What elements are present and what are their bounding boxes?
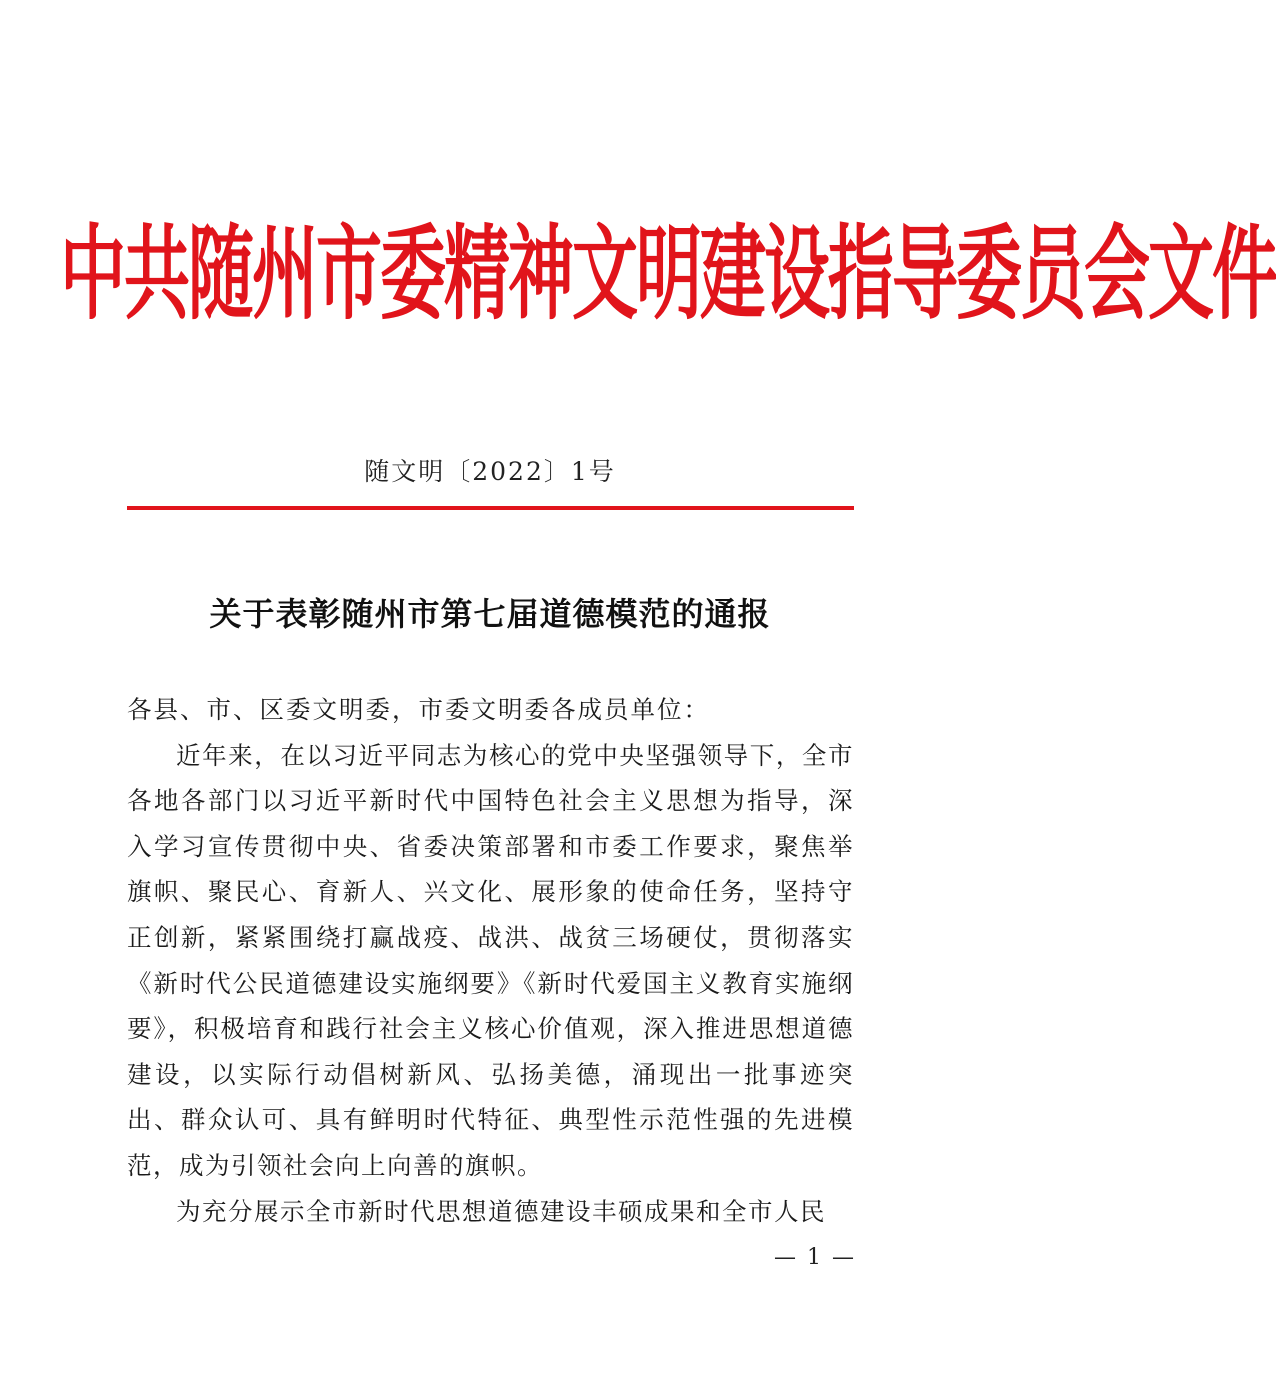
document-title: 关于表彰随州市第七届道德模范的通报: [209, 595, 771, 633]
page-number: — 1 —: [774, 1245, 856, 1270]
salutation: 各县、市、区委文明委，市委文明委各成员单位：: [127, 695, 710, 724]
body-paragraph-2: 为充分展示全市新时代思想道德建设丰硕成果和全市人民: [176, 1196, 826, 1226]
document-number: 随文明〔2022〕1号: [364, 457, 616, 486]
document-body: [127, 687, 854, 1234]
body-paragraph-1: 近年来，在以习近平同志为核心的党中央坚强领导下，全市各地各部门以习近平新时代中国特色社会主义思想为指导，深入学习宣传贯彻中央、省委决策部署和市委工作要求，聚焦举旗帜、聚民心、育新人、兴文化、展形象的使命任务，坚持守正创新，紧紧围绕打赢战疫、战洪、战贫三场硬仗，贯彻落实《新时代公民道德建设实施纲要》《新时代爱国主义教育实施纲要》，积极培育和践行社会主义核心价值观，深入推进思想道德建设，以实际行动倡树新风、弘扬美德，涌现出一批事迹突出、群众认可、具有鲜明时代特征、典型性示范性强的先进模范，成为引领社会向上向善的旗帜。: [127, 740, 854, 1180]
red-separator-line: [127, 506, 854, 510]
issuing-organization-header: 中共随州市委精神文明建设指导委员会文件: [60, 214, 1276, 334]
